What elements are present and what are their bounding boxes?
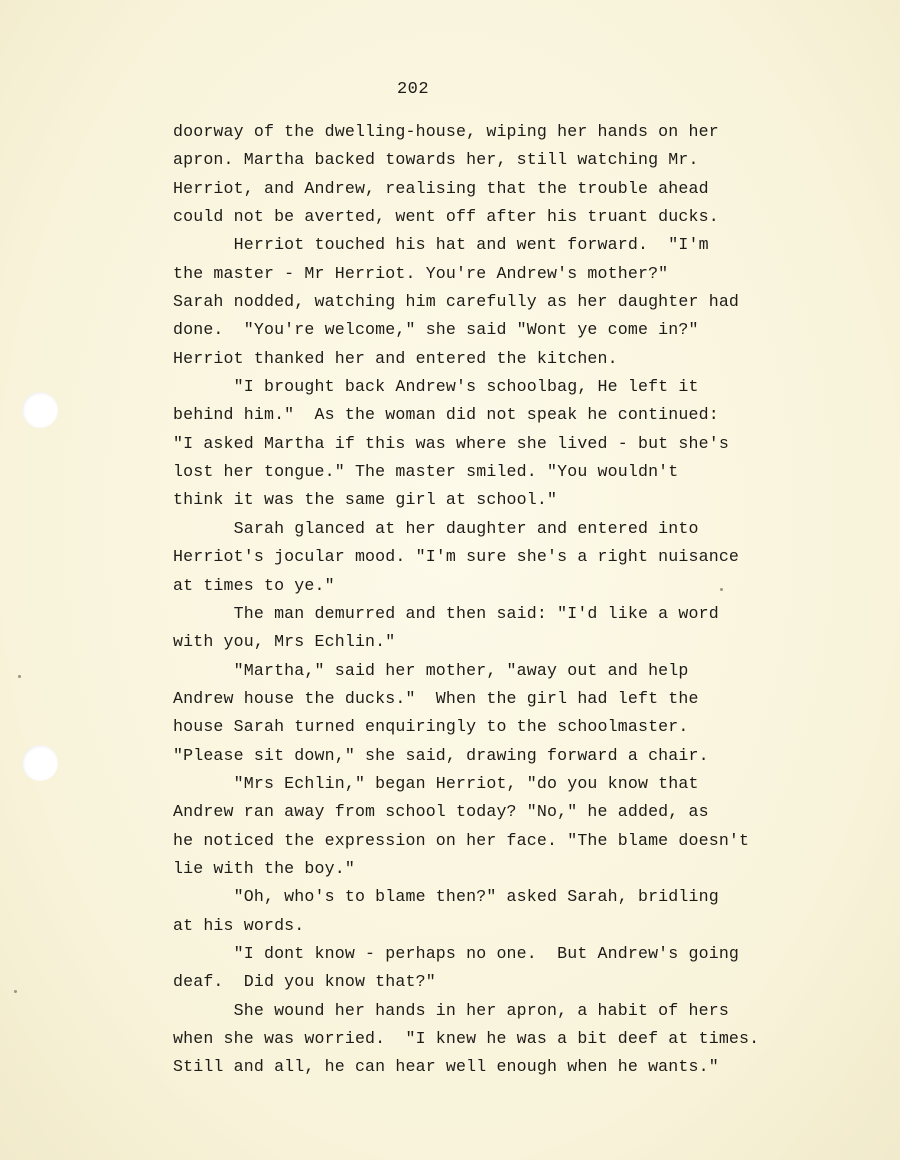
text-line: at his words. bbox=[173, 915, 305, 935]
text-line: Still and all, he can hear well enough when he wants." bbox=[173, 1057, 719, 1077]
text-line: Sarah glanced at her daughter and entered into bbox=[173, 518, 699, 538]
text-line: The man demurred and then said: "I'd like a word bbox=[173, 603, 719, 623]
text-line: Andrew ran away from school today? "No," he added, as bbox=[173, 802, 709, 822]
text-line: with you, Mrs Echlin." bbox=[173, 632, 396, 652]
page-number: 202 bbox=[396, 80, 430, 99]
text-line: he noticed the expression on her face. "The blame doesn't bbox=[173, 830, 750, 850]
text-line: lie with the boy." bbox=[173, 858, 355, 878]
text-line: "I asked Martha if this was where she lived - but she's bbox=[173, 433, 729, 453]
text-line: could not be averted, went off after his truant ducks. bbox=[173, 207, 719, 227]
text-line: "Mrs Echlin," began Herriot, "do you know that bbox=[173, 773, 699, 793]
paper-speck bbox=[14, 990, 17, 993]
text-line: Herriot, and Andrew, realising that the trouble ahead bbox=[173, 178, 709, 198]
paper-speck bbox=[18, 675, 21, 678]
text-line: think it was the same girl at school." bbox=[173, 490, 558, 510]
text-line: behind him." As the woman did not speak he continued: bbox=[173, 405, 719, 425]
text-line: Sarah nodded, watching him carefully as her daughter had bbox=[173, 292, 740, 312]
text-line: "I brought back Andrew's schoolbag, He left it bbox=[173, 377, 699, 397]
text-line: apron. Martha backed towards her, still watching Mr. bbox=[173, 150, 699, 170]
text-line: "Please sit down," she said, drawing forward a chair. bbox=[173, 745, 709, 765]
text-line: "Martha," said her mother, "away out and help bbox=[173, 660, 689, 680]
text-line: at times to ye." bbox=[173, 575, 335, 595]
text-line: Andrew house the ducks." When the girl had left the bbox=[173, 688, 699, 708]
text-line: done. "You're welcome," she said "Wont ye come in?" bbox=[173, 320, 699, 340]
text-line: Herriot's jocular mood. "I'm sure she's a right nuisance bbox=[173, 547, 740, 567]
text-line: She wound her hands in her apron, a habit of hers bbox=[173, 1000, 729, 1020]
text-line: when she was worried. "I knew he was a bit deef at times. bbox=[173, 1029, 760, 1048]
text-line: "Oh, who's to blame then?" asked Sarah, bridling bbox=[173, 887, 719, 907]
text-line: Herriot touched his hat and went forward. "I'm bbox=[173, 235, 709, 255]
text-line: doorway of the dwelling-house, wiping her hands on her bbox=[173, 122, 719, 141]
text-line: house Sarah turned enquiringly to the schoolmaster. bbox=[173, 717, 689, 737]
punch-hole-top bbox=[22, 392, 58, 428]
text-line: lost her tongue." The master smiled. "You wouldn't bbox=[173, 462, 679, 482]
punch-hole-bottom bbox=[22, 745, 58, 781]
body-text bbox=[173, 118, 873, 1082]
text-line: Herriot thanked her and entered the kitchen. bbox=[173, 348, 618, 368]
text-line: deaf. Did you know that?" bbox=[173, 972, 436, 992]
text-line: "I dont know - perhaps no one. But Andrew's going bbox=[173, 943, 740, 963]
text-line: the master - Mr Herriot. You're Andrew's mother?" bbox=[173, 263, 669, 283]
